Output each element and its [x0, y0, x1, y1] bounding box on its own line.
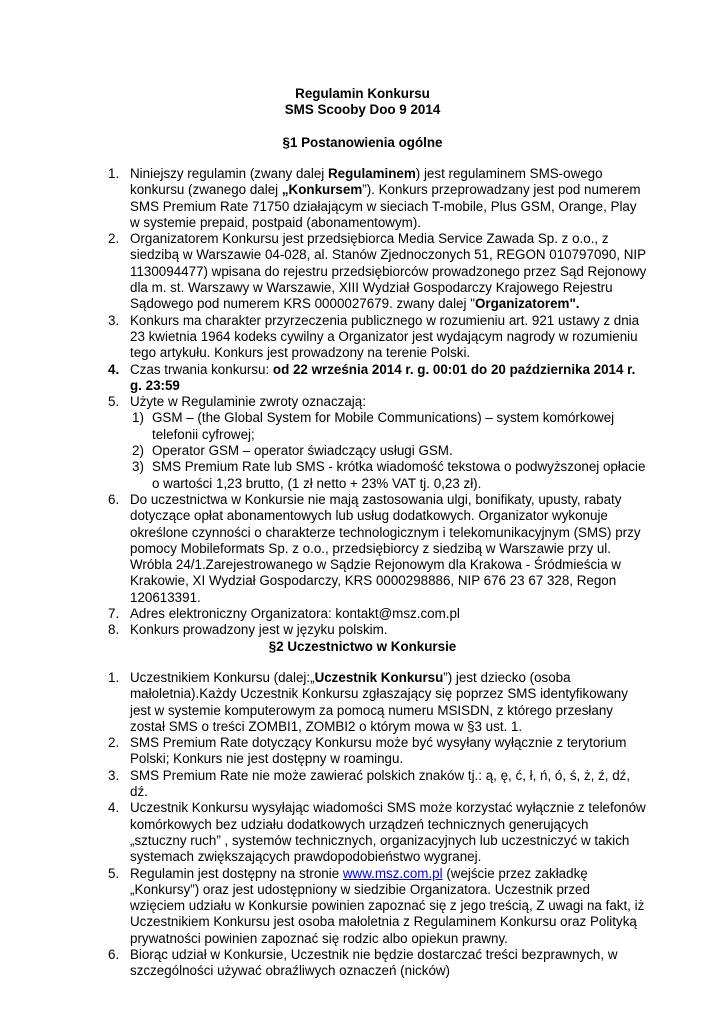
list-item: 7. Adres elektroniczny Organizatora: kontakt@msz.com.pl — [108, 606, 460, 622]
sub-list-item: 3) SMS Premium Rate lub SMS - krótka wiadomość tekstowa o podwyższonej opłacie o wartości 1,23 brutto, (1 zł netto + 23% VAT tj. 0,23 zł). — [132, 459, 646, 491]
list-item: 4. Uczestnik Konkursu wysyłając wiadomości SMS może korzystać wyłącznie z telefonów komórkowych bez udziału dodatkowych urządzeń technicznych generujących „sztuczny ruch” , systemów technicznych, organizacyjnych lub uczestniczyć w takich systemach zwiększających prawdopodobieństwo wygranej. — [108, 800, 646, 865]
section-heading-2: §2 Uczestnictwo w Konkursie — [268, 639, 457, 654]
document-subtitle: SMS Scooby Doo 9 2014 — [284, 102, 441, 117]
list-item: 1. Niniejszy regulamin (zwany dalej Regulaminem) jest regulaminem SMS-owego konkursu (zwanego dalej „Konkursem”). Konkurs przeprowadzany jest pod numerem SMS Premium Rate 71750 działającym w sieciach T-mobile, Plus GSM, Orange, Play w systemie prepaid, postpaid (abonamentowym). — [108, 166, 641, 230]
list-item: 8. Konkurs prowadzony jest w języku polskim. — [108, 622, 388, 638]
sub-list-item: 1) GSM – (the Global System for Mobile Communications) – system komórkowej telefonii cyfrowej; — [132, 410, 615, 442]
regulations-website-link[interactable]: www.msz.com.pl — [342, 865, 443, 881]
list-item: 2. SMS Premium Rate dotyczący Konkursu może być wysyłany wyłącznie z terytorium Polski; Konkurs nie jest dostępny w roamingu. — [108, 735, 627, 767]
list-item: 5. Regulamin jest dostępny na stronie www.msz.com.pl (wejście przez zakładkę „Konkursy”) oraz jest udostępniony w siedzibie Organizatora. Uczestnik przed wzięciem udziału w Konkursie powinien zapoznać się z jego treścią, Z uwagi na fakt, iż Uczestnikiem Konkursu jest osoba małoletnia z Regulaminem Konkursu oraz Polityką prywatności powinien zapoznać się rodzic albo opiekun prawny. — [108, 865, 645, 946]
list-item: 1. Uczestnikiem Konkursu (dalej:„Uczestnik Konkursu”) jest dziecko (osoba małoletnia).Każdy Uczestnik Konkursu zgłaszający się poprzez SMS identyfikowany jest w systemie komputerowym za pomocą numeru MSISDN, z którego przesłany został SMS o treści ZOMBI1, ZOMBI2 o którym mowa w §3 ust. 1. — [108, 670, 628, 734]
document-title: Regulamin Konkursu — [295, 86, 430, 101]
list-item: 6. Do uczestnictwa w Konkursie nie mają zastosowania ulgi, bonifikaty, upusty, rabaty dotyczące opłat abonamentowych lub usług dodatkowych. Organizator wykonuje określone czynności o charakterze technologicznym i telekomunikacyjnym (SMS) przy pomocy Mobileformats Sp. z o.o., przedsiębiorcy z siedzibą w Warszawie przy ul. Wróbla 24/1.Zarejestrowanego w Sądzie Rejonowym dla Krakowa - Śródmieścia w Krakowie, XI Wydział Gospodarczy, KRS 0000298886, NIP 676 23 67 328, Regon 120613391. — [108, 491, 641, 605]
sub-list-item: 2) Operator GSM – operator świadczący usługi GSM. — [132, 443, 453, 459]
list-item: 6. Biorąc udział w Konkursie, Uczestnik nie będzie dostarczać treści bezprawnych, w szczególności używać obraźliwych oznaczeń (nicków) — [108, 947, 618, 979]
section-2-list — [108, 670, 648, 980]
list-item: 4. Czas trwania konkursu: od 22 września 2014 r. g. 00:01 do 20 października 2014 r. g. 23:59 — [108, 361, 636, 393]
section-heading-1: §1 Postanowienia ogólne — [282, 135, 443, 150]
list-item: 2. Organizatorem Konkursu jest przedsiębiorca Media Service Zawada Sp. z o.o., z siedzibą w Warszawie 04-028, al. Stanów Zjednoczonych 51, REGON 010797090, NIP 1130094477) wpisana do rejestru przedsiębiorców prowadzonego przez Sąd Rejonowy dla m. st. Warszawy w Warszawie, XIII Wydział Gospodarczy Krajowego Rejestru Sądowego pod numerem KRS 0000027679. zwany dalej "Organizatorem". — [108, 231, 647, 312]
list-item: 5. Użyte w Regulaminie zwroty oznaczają: — [108, 394, 366, 410]
section-1-list — [108, 166, 648, 639]
list-item: 3. SMS Premium Rate nie może zawierać polskich znaków tj.: ą, ę, ć, ł, ń, ó, ś, ż, ź, dź, dź. — [108, 767, 631, 800]
list-item: 3. Konkurs ma charakter przyrzeczenia publicznego w rozumieniu art. 921 ustawy z dnia 23 kwietnia 1964 kodeks cywilny a Organizator jest wydającym nagrody w rozumieniu tego artykułu. Konkurs jest prowadzony na terenie Polski. — [108, 312, 640, 361]
